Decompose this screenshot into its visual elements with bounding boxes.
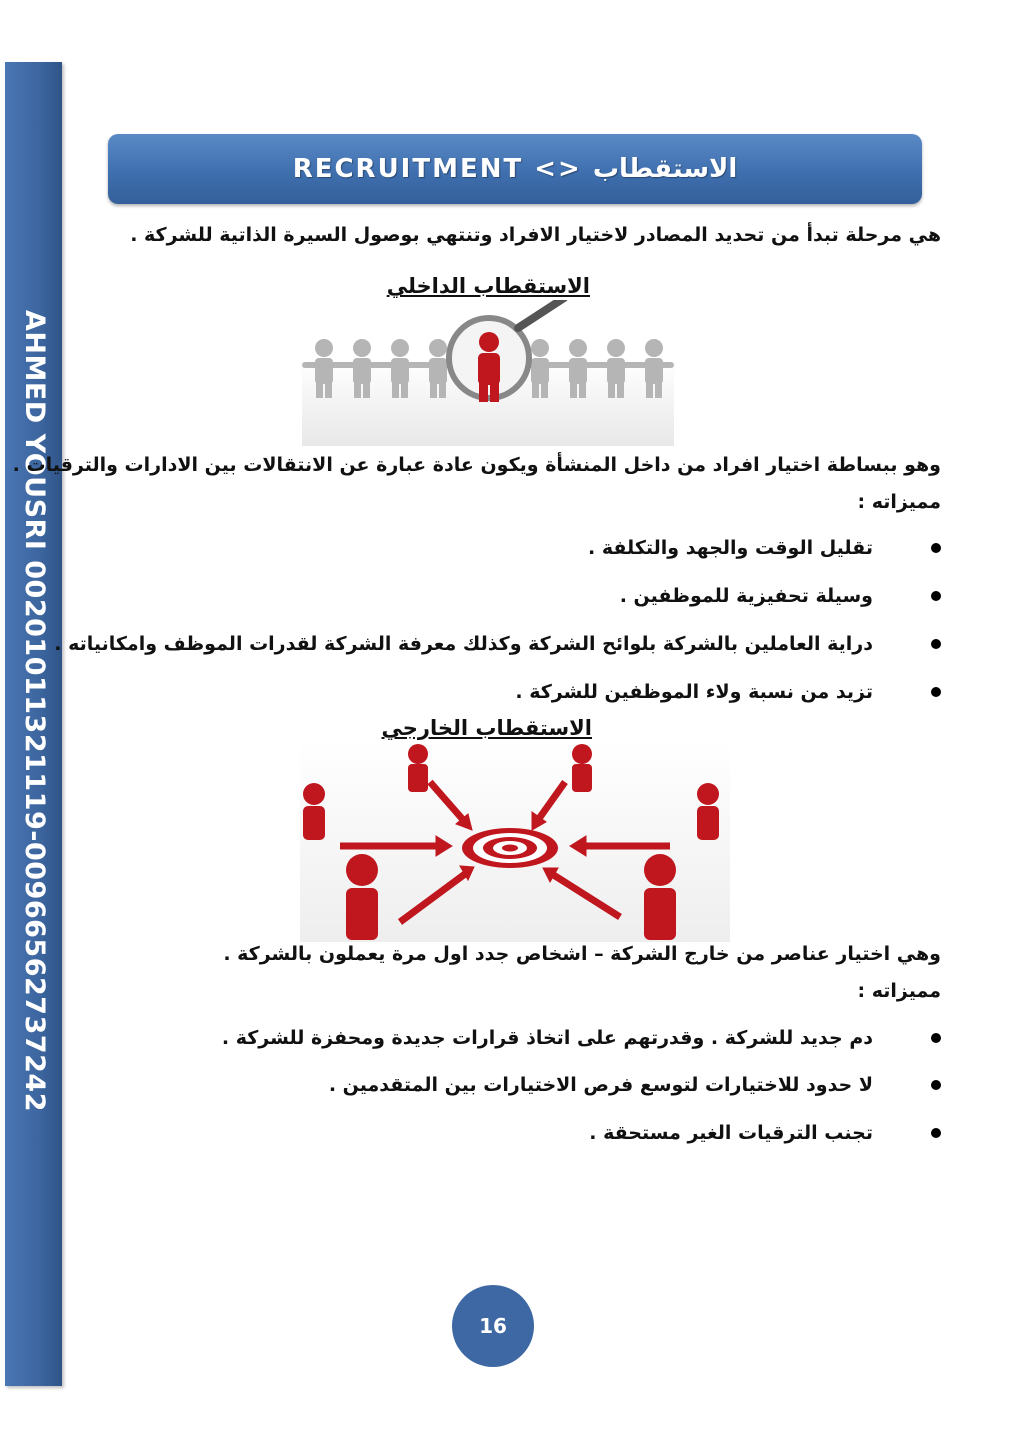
feature-text: لا حدود للاختيارات لتوسع فرص الاختيارات بين المتقدمين . [328, 1074, 873, 1096]
bullet-icon [931, 1080, 941, 1090]
bullet-icon [931, 591, 941, 601]
page-title: RECRUITMENT <> الاستقطاب [292, 154, 738, 184]
author-contact-text: AHMED YOUSRI 00201011321119-00966562737242 [19, 310, 50, 1112]
people-magnifier-illustration [302, 300, 674, 446]
feature-text: دم جديد للشركة . وقدرتهم على اتخاذ قرارات جديدة ومحفزة للشركة . [221, 1027, 873, 1049]
external-features-label: مميزاته : [857, 980, 941, 1002]
list-item [515, 677, 941, 707]
list-item [222, 1023, 941, 1053]
feature-text: تقليل الوقت والجهد والتكلفة . [588, 537, 873, 559]
bullet-icon [931, 639, 941, 649]
list-item [588, 533, 941, 563]
side-band-text-wrap [5, 310, 62, 1140]
list-item [589, 1118, 941, 1148]
external-description: وهي اختيار عناصر من خارج الشركة – اشخاص جدد اول مرة يعملون بالشركة . [223, 943, 941, 965]
bullet-icon [931, 543, 941, 553]
feature-text: تزيد من نسبة ولاء الموظفين للشركة . [515, 681, 873, 703]
external-heading: الاستقطاب الخارجي [381, 716, 592, 740]
feature-text: دراية العاملين بالشركة بلوائح الشركة وكذلك معرفة الشركة لقدرات الموظف وامكانياته . [54, 633, 873, 655]
list-item [620, 581, 941, 611]
intro-paragraph: هي مرحلة تبدأ من تحديد المصادر لاختيار الافراد وتنتهي بوصول السيرة الذاتية للشركة . [130, 224, 941, 246]
list-item [329, 1070, 941, 1100]
internal-features-label: مميزاته : [857, 491, 941, 513]
internal-heading: الاستقطاب الداخلي [386, 274, 590, 298]
bullet-icon [931, 1128, 941, 1138]
bullet-icon [931, 1033, 941, 1043]
header-banner [108, 134, 922, 204]
feature-text: تجنب الترقيات الغير مستحقة . [589, 1122, 873, 1144]
feature-text: وسيلة تحفيزية للموظفين . [619, 585, 873, 607]
list-item [54, 629, 941, 659]
people-arrows-target-illustration [300, 742, 730, 942]
page-number: 16 [452, 1285, 534, 1367]
bullet-icon [931, 687, 941, 697]
internal-description: وهو ببساطة اختيار افراد من داخل المنشأة ويكون عادة عبارة عن الانتقالات بين الادارات والترقيات . [12, 454, 941, 476]
